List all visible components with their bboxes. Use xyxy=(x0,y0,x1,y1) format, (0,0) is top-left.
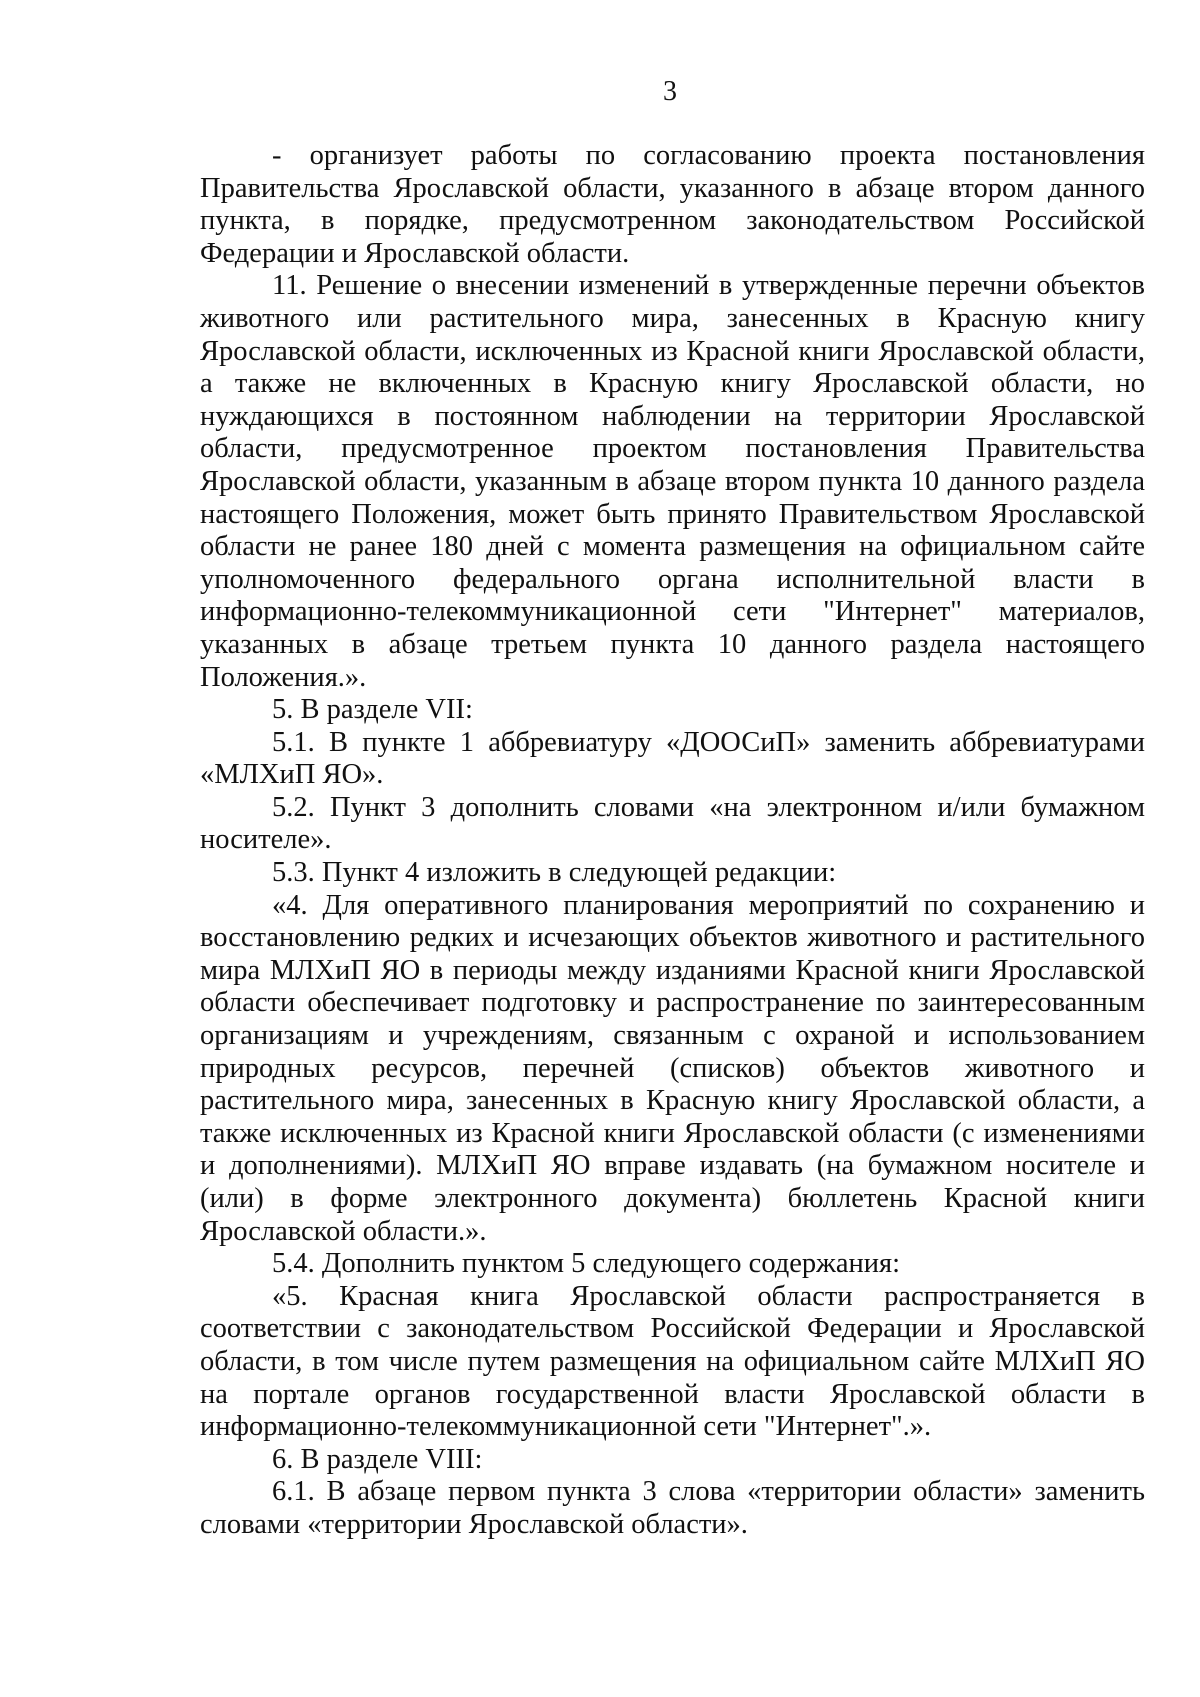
paragraph-5-2: 5.2. Пункт 3 дополнить словами «на электронном и/или бумажном носителе». xyxy=(200,791,1145,856)
paragraph-5-4: 5.4. Дополнить пунктом 5 следующего содержания: xyxy=(272,1248,901,1280)
paragraph-5-3: 5.3. Пункт 4 изложить в следующей редакции: xyxy=(272,857,837,889)
paragraph-organize-work: - организует работы по согласованию проекта постановления Правительства Ярославской области, указанного в абзаце втором данного пункта, в порядке, предусмотренном законодательством Российской Федерации и Ярославской области. xyxy=(200,140,1145,269)
page-number: 3 xyxy=(663,76,677,107)
paragraph-section-8-heading: 6. В разделе VIII: xyxy=(272,1443,483,1475)
paragraph-quoted-item-5: «5. Красная книга Ярославской области распространяется в соответствии с законодательством Российской Федерации и Ярославской области, в том числе путем размещения на официальном сайте МЛХиП ЯО на портале органов государственной власти Ярославской области в информационно-телекоммуникационной сети "Интернет".». xyxy=(200,1280,1145,1443)
paragraph-5-1: 5.1. В пункте 1 аббревиатуру «ДООСиП» заменить аббревиатурами «МЛХиП ЯО». xyxy=(200,726,1145,791)
paragraph-quoted-item-4: «4. Для оперативного планирования мероприятий по сохранению и восстановлению редких и исчезающих объектов животного и растительного мира МЛХиП ЯО в периоды между изданиями Красной книги Ярославской области обеспечивает подготовку и распространение по заинтересованным организациям и учреждениям, связанным с охраной и использованием природных ресурсов, перечней (списков) объектов животного и растительного мира, занесенных в Красную книгу Ярославской области, а также исключенных из Красной книги Ярославской области (с изменениями и дополнениями). МЛХиП ЯО вправе издавать (на бумажном носителе и (или) в форме электронного документа) бюллетень Красной книги Ярославской области.». xyxy=(200,889,1145,1247)
paragraph-6-1: 6.1. В абзаце первом пункта 3 слова «территории области» заменить словами «территории Ярославской области». xyxy=(200,1476,1145,1540)
paragraph-section-7-heading: 5. В разделе VII: xyxy=(272,694,473,726)
paragraph-item-11: 11. Решение о внесении изменений в утвержденные перечни объектов животного или растительного мира, занесенных в Красную книгу Ярославской области, исключенных из Красной книги Ярославской области, а также не включенных в Красную книгу Ярославской области, но нуждающихся в постоянном наблюдении на территории Ярославской области, предусмотренное проектом постановления Правительства Ярославской области, указанным в абзаце втором пункта 10 данного раздела настоящего Положения, может быть принято Правительством Ярославской области не ранее 180 дней с момента размещения на официальном сайте уполномоченного федерального органа исполнительной власти в информационно-телекоммуникационной сети "Интернет" материалов, указанных в абзаце третьем пункта 10 данного раздела настоящего Положения.». xyxy=(200,270,1145,693)
document-body xyxy=(200,140,1145,1542)
